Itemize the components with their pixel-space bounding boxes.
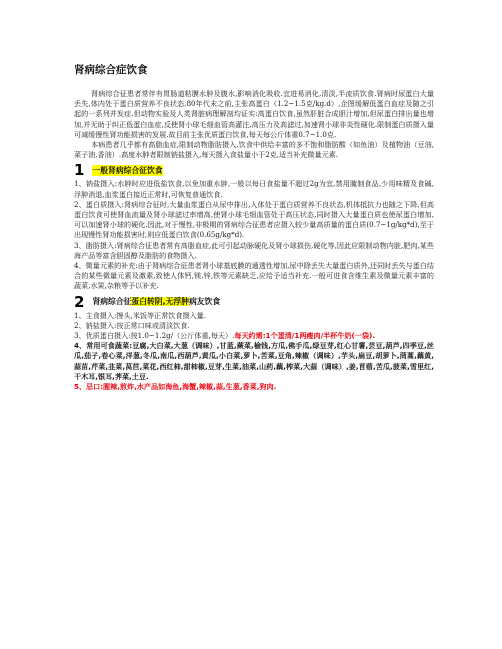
section-1-heading: [74, 162, 434, 178]
section-2-item-3-text: 3、优质蛋白摄入:按1.0~1.2g/（公斤体重,每天）.: [74, 331, 235, 341]
section-2-title: [92, 296, 220, 307]
section-2-title-pre: 肾病综合征: [92, 297, 132, 307]
section-2-title-post: 病友饮食: [188, 297, 221, 307]
section-1-title: 一般肾病综合征饮食: [92, 165, 163, 175]
section-2-item-3-red: 每天约需:1个蛋清/1两瘦肉/半杯牛奶(一袋).: [234, 331, 375, 341]
section-2-item-3: [74, 331, 434, 341]
document-page: [74, 62, 434, 392]
section-2-title-highlight: 蛋白转阴,无浮肿: [131, 297, 189, 307]
section-2-item-4: 4、常用可食蔬菜:豆腐,大白菜,大葱（调味）,甘蓝,蕨菜,榆钱,方瓜,佛手瓜,绿豆芽,红心甘薯,芸豆,葫芦,四季豆,丝瓜,茄子,卷心菜,洋葱,冬瓜,南瓜,西葫芦,黄瓜,小白菜,萝卜,苦菜,豆角,辣椒（调味）,芋头,扁豆,胡萝卜,茼蒿,藕黄,蒜苗,芹菜,韭菜,莴苣,菜花,西红柿,甜柿椒,豆芽,生菜,油菜,山药,藕,榨菜,大蒜（调味）,姜,苜蓿,苦瓜,菠菜,雪里红,干木耳,银耳,荠菜,土豆.: [74, 341, 434, 381]
intro-paragraph-1: 肾病综合征患者常伴有胃肠道粘膜水肿及腹水,影响消化吸收.宜进易消化,清淡,半流质饮食.肾病时尿蛋白大量丢失,体内处于蛋白质营养不良状态.80年代末之前,主张高蛋白（1.2~1.5克/kg.d）,企图缓解低蛋白血症及随之引起的一系列并发症.但动物实验及人类肾脏病理解剖均证实:高蛋白饮食,虽然肝脏合成胆汁增加,但尿蛋白排出量也增加,并无助于纠正低蛋白血症,反使肾小球毛细血管高灌注,高压力及高滤过,加速肾小球非炎性硬化.限制蛋白质摄入量可减缓慢性肾功能损害的发展.故目前主张优质蛋白饮食,每天每公斤体重0.7~1.0克.: [74, 89, 434, 139]
section-2-number: 2: [74, 292, 85, 311]
section-2-item-5: 5、忌口:腥辣,煎炸,水产品如海鱼,海蟹,辣椒,蒜,生葱,香菜,狗肉.: [74, 382, 277, 392]
intro-paragraph-2: 本病患者几乎都有高脂血症,限制动物脂肪摄入,饮食中供给丰富的多不饱和脂肪酸（如鱼油）及植物油（豆油,菜子油,香油）.高度水肿者限制钠盐摄入,每天摄入食盐量小于2克,适当补充微量元素.: [74, 140, 434, 160]
section-1-item: 4、微量元素的补充:由于肾病综合征患者肾小球基底膜的通透性增加,尿中除丢失大量蛋白质外,还同时丢失与蛋白结合的某些微量元素及激素,致使人体钙,镁,锌,铁等元素缺乏,应给予适当补充.一般可进食含维生素及微量元素丰富的蔬菜,水果,杂粮等予以补充.: [74, 261, 434, 291]
section-1-item: 2、蛋白质摄入:肾病综合征时,大量血浆蛋白从尿中排出,人体处于蛋白质营养不良状态,机体抵抗力也随之下降,但高蛋白饮食可使肾血流量及肾小球滤过率增高,使肾小球毛细血管处于高压状态,同时摄入大量蛋白质也使尿蛋白增加,可以加速肾小球的硬化.因此,对于慢性,非极期的肾病综合征患者应摄入较少量高质量的蛋白质(0.7~1g/kg*d),至于出现慢性肾功能损害时,则应低蛋白饮食(0.65g/kg*d).: [74, 199, 434, 240]
section-2-item-1: 1、主食摄入:馒头,米饭等正常饮食摄入量.: [74, 310, 207, 320]
section-1-number: 1: [74, 161, 85, 180]
section-2-heading: [74, 294, 434, 310]
section-1-item: 1、钠盐摄入:水肿时应进低盐饮食,以免加重水肿,一般以每日食盐量不超过2g为宜,禁用腌制食品,少用味精及食碱,浮肿消退,血浆蛋白接近正常时,可恢复普通饮食.: [74, 179, 434, 199]
section-1-item: 3、脂肪摄入:肾病综合征患者常有高脂血症,此可引起动脉硬化及肾小球损伤,硬化等,因此应限制动物内脏,肥肉,某些海产品等富含胆固醇及脂肪的食物摄入.: [74, 240, 434, 260]
section-2-item-2: 2、钠盐摄入:按正常口味或清淡饮食.: [74, 320, 190, 330]
page-title: 肾病综合症饮食: [74, 64, 148, 76]
